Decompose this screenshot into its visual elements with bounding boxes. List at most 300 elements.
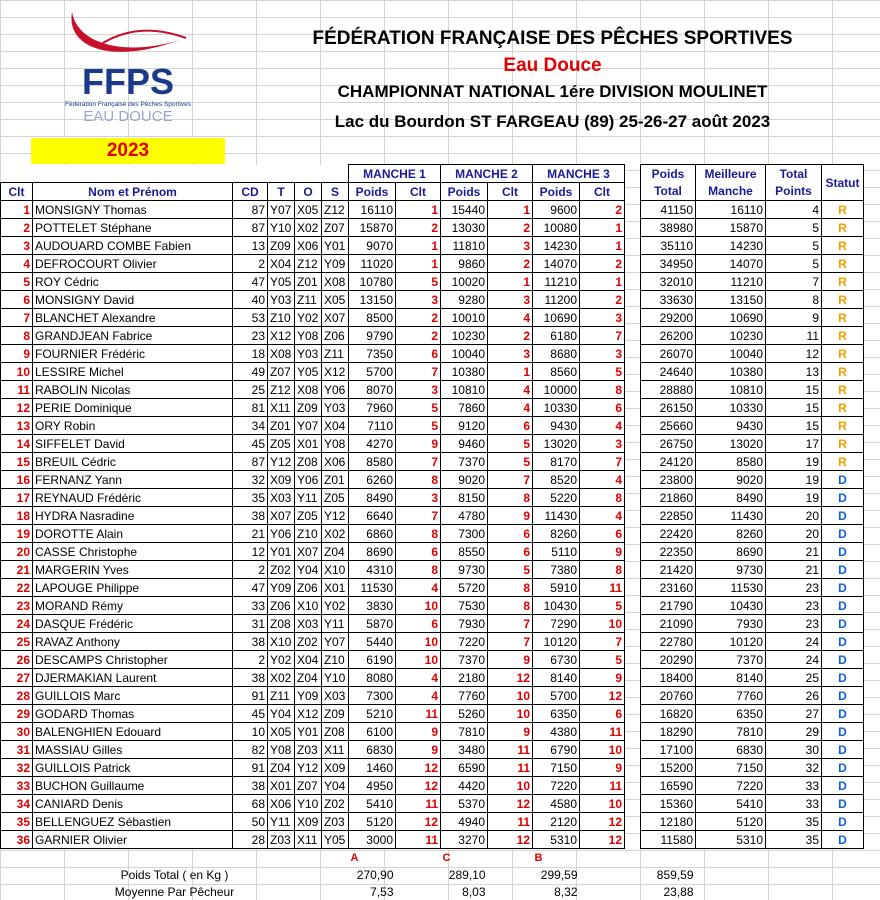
cd-cell: 40 [233, 291, 268, 309]
m2-clt-header: Clt [488, 183, 533, 201]
clt-cell: 7 [1, 309, 33, 327]
m2-poids-cell: 7300 [441, 525, 488, 543]
m3-poids-cell: 7380 [533, 561, 580, 579]
m2-clt-cell: 3 [488, 237, 533, 255]
o-cell: Y12 [295, 759, 322, 777]
m3-poids-cell: 10080 [533, 219, 580, 237]
name-cell: GARNIER Olivier [33, 831, 233, 849]
meilleure-cell: 10330 [696, 399, 766, 417]
statut-cell: R [822, 363, 864, 381]
m2-clt-cell: 1 [488, 363, 533, 381]
m2-poids-cell: 3480 [441, 741, 488, 759]
poids-total-cell: 29200 [641, 309, 696, 327]
total-points-cell: 7 [766, 273, 822, 291]
s-cell: Z10 [322, 651, 349, 669]
m2-clt-cell: 7 [488, 633, 533, 651]
name-cell: BALENGHIEN Edouard [33, 723, 233, 741]
total-points-cell: 23 [766, 597, 822, 615]
letter-c: C [442, 851, 451, 864]
venue-title: Lac du Bourdon ST FARGEAU (89) 25-26-27 août 2023 [334, 112, 771, 131]
t-cell: Z03 [268, 831, 295, 849]
table-row [1, 363, 864, 381]
m3-poids-cell: 14070 [533, 255, 580, 273]
m3-poids-cell: 7290 [533, 615, 580, 633]
total-points-cell: 35 [766, 831, 822, 849]
clt-cell: 24 [1, 615, 33, 633]
o-cell: Y07 [295, 417, 322, 435]
m3-clt-cell: 9 [580, 669, 625, 687]
s-cell: Z02 [322, 795, 349, 813]
poids-total-cell: 22780 [641, 633, 696, 651]
m2-poids-cell: 5720 [441, 579, 488, 597]
name-cell: FERNANZ Yann [33, 471, 233, 489]
o-cell: Z02 [295, 633, 322, 651]
t-cell: X03 [268, 489, 295, 507]
s-cell: Y04 [322, 777, 349, 795]
t-cell: Z07 [268, 363, 295, 381]
clt-cell: 25 [1, 633, 33, 651]
statut-cell: D [822, 615, 864, 633]
o-cell: X02 [295, 219, 322, 237]
m1-clt-cell: 12 [396, 759, 441, 777]
m3-poids-cell: 11210 [533, 273, 580, 291]
statut-cell: R [822, 273, 864, 291]
m1-poids-cell: 8070 [349, 381, 396, 399]
m3-poids-cell: 6730 [533, 651, 580, 669]
statut-cell: D [822, 471, 864, 489]
t-cell: X05 [268, 723, 295, 741]
poids-total-cell: 22420 [641, 525, 696, 543]
m2-clt-cell: 1 [488, 273, 533, 291]
o-cell: Y09 [295, 687, 322, 705]
m1-poids-cell: 5700 [349, 363, 396, 381]
meilleure-cell: 7810 [696, 723, 766, 741]
statut-cell: R [822, 327, 864, 345]
m3-poids-cell: 5110 [533, 543, 580, 561]
m2-poids-cell: 9730 [441, 561, 488, 579]
clt-cell: 31 [1, 741, 33, 759]
t-cell: Z09 [268, 237, 295, 255]
poids-total-cell: 34950 [641, 255, 696, 273]
poids-total-cell: 24640 [641, 363, 696, 381]
letter-a: A [350, 851, 359, 864]
clt-cell: 19 [1, 525, 33, 543]
m1-poids-cell: 7110 [349, 417, 396, 435]
table-row [1, 489, 864, 507]
m1-clt-cell: 10 [396, 597, 441, 615]
o-cell: Z07 [295, 777, 322, 795]
cd-cell: 87 [233, 219, 268, 237]
table-row [1, 381, 864, 399]
name-cell: DJERMAKIAN Laurent [33, 669, 233, 687]
poids-total-cell: 26070 [641, 345, 696, 363]
poids-total-cell: 21860 [641, 489, 696, 507]
clt-cell: 15 [1, 453, 33, 471]
m3-clt-cell: 1 [580, 237, 625, 255]
m2-clt-cell: 9 [488, 723, 533, 741]
clt-cell: 9 [1, 345, 33, 363]
m1-clt-cell: 2 [396, 309, 441, 327]
manche3-header: MANCHE 3 [533, 165, 625, 183]
o-cell: Y06 [295, 471, 322, 489]
cd-header: CD [233, 183, 268, 201]
s-cell: Y08 [322, 435, 349, 453]
table-row [1, 741, 864, 759]
poids-total-header-bottom: Total [641, 183, 696, 201]
m1-poids-cell: 6100 [349, 723, 396, 741]
t-cell: Y07 [268, 201, 295, 219]
m1-poids-cell: 6860 [349, 525, 396, 543]
statut-cell: R [822, 255, 864, 273]
m3-clt-cell: 8 [580, 381, 625, 399]
name-cell: DOROTTE Alain [33, 525, 233, 543]
s-cell: X05 [322, 291, 349, 309]
statut-cell: R [822, 417, 864, 435]
table-row [1, 759, 864, 777]
m1-poids-cell: 8080 [349, 669, 396, 687]
m2-poids-cell: 7370 [441, 651, 488, 669]
statut-cell: D [822, 723, 864, 741]
meilleure-cell: 10040 [696, 345, 766, 363]
statut-cell: R [822, 345, 864, 363]
m1-clt-cell: 5 [396, 273, 441, 291]
average-m2: 8,03 [462, 884, 486, 899]
m3-clt-cell: 9 [580, 759, 625, 777]
poids-total-cell: 15200 [641, 759, 696, 777]
m2-clt-cell: 3 [488, 291, 533, 309]
m3-clt-cell: 5 [580, 597, 625, 615]
m3-clt-cell: 9 [580, 543, 625, 561]
meilleure-cell: 14070 [696, 255, 766, 273]
table-row [1, 705, 864, 723]
meilleure-cell: 8690 [696, 543, 766, 561]
cd-cell: 38 [233, 777, 268, 795]
m3-clt-cell: 3 [580, 345, 625, 363]
m1-clt-cell: 4 [396, 669, 441, 687]
name-cell: BREUIL Cédric [33, 453, 233, 471]
m3-clt-cell: 3 [580, 309, 625, 327]
championship-title: CHAMPIONNAT NATIONAL 1ére DIVISION MOULINET [337, 82, 768, 101]
t-cell: X07 [268, 507, 295, 525]
cd-cell: 32 [233, 471, 268, 489]
cd-cell: 25 [233, 381, 268, 399]
total-all: 859,59 [656, 867, 694, 882]
o-cell: X06 [295, 237, 322, 255]
statut-cell: D [822, 507, 864, 525]
name-cell: REYNAUD Frédéric [33, 489, 233, 507]
m1-poids-cell: 7300 [349, 687, 396, 705]
cd-cell: 87 [233, 453, 268, 471]
meilleure-cell: 5410 [696, 795, 766, 813]
poids-total-cell: 21790 [641, 597, 696, 615]
table-row [1, 327, 864, 345]
m1-clt-cell: 8 [396, 561, 441, 579]
m3-poids-cell: 8680 [533, 345, 580, 363]
o-cell: X10 [295, 597, 322, 615]
m1-clt-cell: 4 [396, 687, 441, 705]
table-row [1, 219, 864, 237]
cd-cell: 2 [233, 561, 268, 579]
statut-cell: R [822, 291, 864, 309]
m2-clt-cell: 11 [488, 741, 533, 759]
ffps-logo [58, 6, 198, 124]
m2-clt-cell: 2 [488, 255, 533, 273]
s-cell: Y09 [322, 255, 349, 273]
m1-clt-cell: 2 [396, 219, 441, 237]
statut-cell: D [822, 633, 864, 651]
t-cell: Z10 [268, 309, 295, 327]
t-cell: Z01 [268, 417, 295, 435]
s-cell: Z12 [322, 201, 349, 219]
o-cell: Z08 [295, 453, 322, 471]
s-cell: X03 [322, 687, 349, 705]
statut-cell: D [822, 795, 864, 813]
t-cell: Y05 [268, 273, 295, 291]
o-cell: X04 [295, 651, 322, 669]
poids-total-cell: 38980 [641, 219, 696, 237]
total-points-cell: 4 [766, 201, 822, 219]
t-cell: Y06 [268, 525, 295, 543]
m1-poids-cell: 3000 [349, 831, 396, 849]
t-cell: X06 [268, 795, 295, 813]
s-cell: X11 [322, 741, 349, 759]
m1-clt-cell: 8 [396, 471, 441, 489]
m3-clt-cell: 5 [580, 363, 625, 381]
m2-poids-cell: 9460 [441, 435, 488, 453]
total-points-cell: 5 [766, 255, 822, 273]
t-cell: X02 [268, 669, 295, 687]
m1-clt-cell: 6 [396, 543, 441, 561]
clt-cell: 18 [1, 507, 33, 525]
poids-total-cell: 26750 [641, 435, 696, 453]
s-cell: X01 [322, 579, 349, 597]
m1-poids-cell: 1460 [349, 759, 396, 777]
statut-cell: D [822, 741, 864, 759]
name-cell: DEFROCOURT Olivier [33, 255, 233, 273]
cd-cell: 10 [233, 723, 268, 741]
m3-clt-cell: 2 [580, 201, 625, 219]
average-all: 23,88 [663, 884, 694, 899]
m2-poids-cell: 7370 [441, 453, 488, 471]
o-cell: Y11 [295, 489, 322, 507]
meilleure-cell: 7220 [696, 777, 766, 795]
s-cell: Z11 [322, 345, 349, 363]
m2-clt-cell: 5 [488, 453, 533, 471]
table-row [1, 831, 864, 849]
o-cell: X11 [295, 831, 322, 849]
statut-cell: D [822, 687, 864, 705]
meilleure-cell: 10120 [696, 633, 766, 651]
name-cell: RABOLIN Nicolas [33, 381, 233, 399]
t-cell: X10 [268, 633, 295, 651]
m3-clt-cell: 11 [580, 777, 625, 795]
poids-total-cell: 24120 [641, 453, 696, 471]
m1-clt-cell: 8 [396, 525, 441, 543]
o-cell: Z12 [295, 255, 322, 273]
total-points-cell: 21 [766, 561, 822, 579]
t-cell: Y10 [268, 219, 295, 237]
statut-cell: D [822, 813, 864, 831]
total-points-cell: 30 [766, 741, 822, 759]
m1-poids-cell: 13150 [349, 291, 396, 309]
total-points-cell: 25 [766, 669, 822, 687]
name-header: Nom et Prénom [33, 183, 233, 201]
cd-cell: 45 [233, 705, 268, 723]
results-table [0, 164, 864, 900]
t-cell: Y02 [268, 651, 295, 669]
m1-poids-cell: 4950 [349, 777, 396, 795]
m2-poids-cell: 7860 [441, 399, 488, 417]
t-cell: Y01 [268, 543, 295, 561]
cd-cell: 49 [233, 363, 268, 381]
total-m3: 299,59 [540, 867, 578, 882]
cd-cell: 87 [233, 201, 268, 219]
name-cell: GUILLOIS Marc [33, 687, 233, 705]
poids-total-cell: 26200 [641, 327, 696, 345]
cd-cell: 47 [233, 273, 268, 291]
m3-clt-cell: 6 [580, 705, 625, 723]
m1-poids-cell: 15870 [349, 219, 396, 237]
clt-cell: 8 [1, 327, 33, 345]
m1-poids-cell: 8500 [349, 309, 396, 327]
m3-poids-cell: 11200 [533, 291, 580, 309]
m3-clt-cell: 8 [580, 561, 625, 579]
m2-clt-cell: 12 [488, 831, 533, 849]
clt-cell: 29 [1, 705, 33, 723]
cd-cell: 21 [233, 525, 268, 543]
total-points-cell: 8 [766, 291, 822, 309]
o-cell: X05 [295, 201, 322, 219]
m3-poids-cell: 8260 [533, 525, 580, 543]
meilleure-header-bottom: Manche [696, 183, 766, 201]
total-m1: 270,90 [356, 867, 394, 882]
m1-clt-cell: 3 [396, 291, 441, 309]
table-row [1, 687, 864, 705]
m3-poids-cell: 7220 [533, 777, 580, 795]
cd-cell: 12 [233, 543, 268, 561]
m2-clt-cell: 5 [488, 561, 533, 579]
m3-poids-cell: 6350 [533, 705, 580, 723]
o-header: O [295, 183, 322, 201]
t-cell: X09 [268, 471, 295, 489]
name-cell: CASSE Christophe [33, 543, 233, 561]
cd-cell: 82 [233, 741, 268, 759]
statut-cell: R [822, 201, 864, 219]
m2-poids-cell: 7930 [441, 615, 488, 633]
meilleure-cell: 9430 [696, 417, 766, 435]
m1-clt-cell: 4 [396, 579, 441, 597]
cd-cell: 23 [233, 327, 268, 345]
m1-clt-cell: 10 [396, 633, 441, 651]
m2-poids-cell: 11810 [441, 237, 488, 255]
total-points-cell: 15 [766, 381, 822, 399]
m2-poids-cell: 15440 [441, 201, 488, 219]
table-row [1, 435, 864, 453]
meilleure-cell: 10810 [696, 381, 766, 399]
manche1-header: MANCHE 1 [349, 165, 441, 183]
statut-cell: D [822, 831, 864, 849]
m1-poids-cell: 3830 [349, 597, 396, 615]
name-cell: PERIE Dominique [33, 399, 233, 417]
statut-cell: D [822, 597, 864, 615]
cd-cell: 35 [233, 489, 268, 507]
m3-poids-cell: 5700 [533, 687, 580, 705]
m1-poids-cell: 5120 [349, 813, 396, 831]
total-points-cell: 21 [766, 543, 822, 561]
m2-clt-cell: 4 [488, 309, 533, 327]
o-cell: Z03 [295, 741, 322, 759]
m1-clt-cell: 2 [396, 327, 441, 345]
total-points-cell: 27 [766, 705, 822, 723]
m1-clt-cell: 10 [396, 651, 441, 669]
meilleure-cell: 11430 [696, 507, 766, 525]
o-cell: Y10 [295, 795, 322, 813]
m2-poids-cell: 8550 [441, 543, 488, 561]
poids-total-cell: 21090 [641, 615, 696, 633]
name-cell: ROY Cédric [33, 273, 233, 291]
clt-cell: 23 [1, 597, 33, 615]
m1-clt-cell: 9 [396, 723, 441, 741]
cd-cell: 2 [233, 255, 268, 273]
meilleure-cell: 10380 [696, 363, 766, 381]
poids-total-cell: 18290 [641, 723, 696, 741]
m2-clt-cell: 6 [488, 525, 533, 543]
meilleure-cell: 13020 [696, 435, 766, 453]
m2-clt-cell: 10 [488, 705, 533, 723]
m1-clt-cell: 3 [396, 489, 441, 507]
m2-clt-cell: 12 [488, 795, 533, 813]
table-row [1, 345, 864, 363]
name-cell: HYDRA Nasradine [33, 507, 233, 525]
letters-row [1, 849, 864, 867]
t-cell: Z11 [268, 687, 295, 705]
name-cell: BLANCHET Alexandre [33, 309, 233, 327]
s-cell: Z05 [322, 489, 349, 507]
clt-cell: 30 [1, 723, 33, 741]
clt-cell: 5 [1, 273, 33, 291]
meilleure-cell: 9020 [696, 471, 766, 489]
table-row [1, 291, 864, 309]
t-header: T [268, 183, 295, 201]
t-cell: X12 [268, 327, 295, 345]
m1-poids-cell: 10780 [349, 273, 396, 291]
m1-clt-cell: 11 [396, 795, 441, 813]
poids-total-cell: 16590 [641, 777, 696, 795]
t-cell: Y11 [268, 813, 295, 831]
m1-poids-cell: 9070 [349, 237, 396, 255]
m1-poids-cell: 8690 [349, 543, 396, 561]
name-cell: MONSIGNY Thomas [33, 201, 233, 219]
clt-cell: 3 [1, 237, 33, 255]
header-row-top [1, 165, 864, 183]
total-points-cell: 35 [766, 813, 822, 831]
name-cell: FOURNIER Frédéric [33, 345, 233, 363]
m2-poids-cell: 9280 [441, 291, 488, 309]
discipline-title: Eau Douce [503, 55, 602, 76]
meilleure-cell: 8140 [696, 669, 766, 687]
m2-poids-cell: 10380 [441, 363, 488, 381]
name-cell: GUILLOIS Patrick [33, 759, 233, 777]
statut-cell: D [822, 561, 864, 579]
o-cell: X03 [295, 615, 322, 633]
table-row [1, 471, 864, 489]
logo-subtitle: Fédération Française des Pêches Sportives [64, 101, 192, 108]
table-row [1, 255, 864, 273]
total-points-cell: 13 [766, 363, 822, 381]
m1-poids-cell: 4310 [349, 561, 396, 579]
table-row [1, 417, 864, 435]
m2-clt-cell: 2 [488, 219, 533, 237]
